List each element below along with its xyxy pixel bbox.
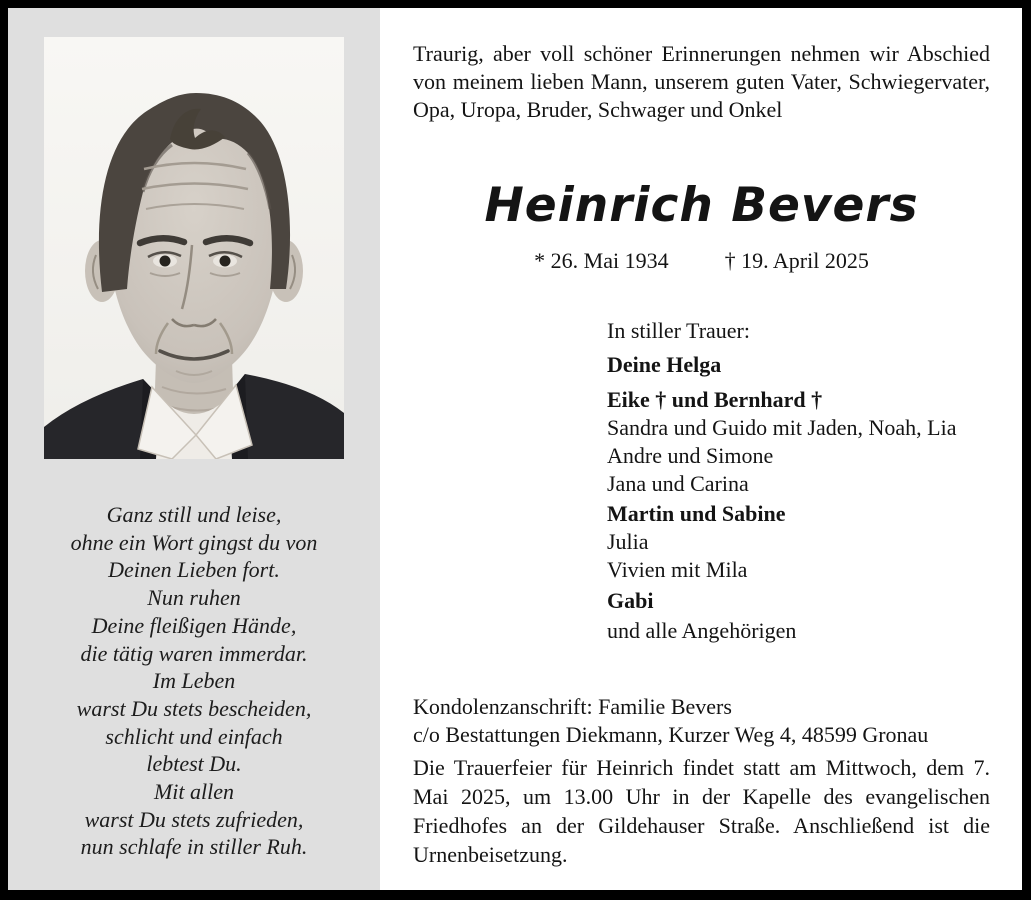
poem-line: Im Leben (152, 668, 236, 694)
funeral-info: Die Trauerfeier für Heinrich findet statt am Mittwoch, dem 7. Mai 2025, um 13.00 Uhr in der Kapelle des evangelischen Friedhofes an der Gildehauser Straße. Anschließend ist die Urnenbeisetzung. (413, 755, 990, 867)
life-dates (413, 247, 990, 275)
mourner-entry: Gabi (607, 588, 654, 613)
poem-line: lebtest Du. (146, 751, 242, 777)
poem-line: Nun ruhen (147, 585, 241, 611)
condolence-line: Kondolenzanschrift: Familie Bevers (413, 694, 732, 719)
poem-line: die tätig waren immerdar. (80, 640, 308, 666)
mourner-entry: und alle Angehörigen (607, 618, 797, 643)
mourner-entry: Andre und Simone (607, 443, 774, 468)
mourner-entry: Julia (607, 529, 649, 554)
death-date: † 19. April 2025 (724, 248, 869, 273)
poem-line: Deinen Lieben fort. (108, 557, 280, 583)
poem-line: warst Du stets zufrieden, (84, 806, 304, 832)
memorial-panel (8, 8, 380, 890)
mourner-entry: Sandra und Guido mit Jaden, Noah, Lia (607, 415, 957, 440)
condolence-address (413, 693, 990, 749)
poem-line: Deine fleißigen Hände, (91, 612, 297, 638)
poem-line: ohne ein Wort gingst du von (70, 529, 318, 555)
mourner-entry: Martin und Sabine (607, 501, 786, 526)
mourner-entry: Eike † und Bernhard † (607, 387, 823, 412)
poem-line: Mit allen (153, 779, 235, 805)
poem-line: nun schlafe in stiller Ruh. (80, 834, 308, 860)
mourner-entry: Jana und Carina (607, 471, 749, 496)
mourning-list (607, 317, 990, 645)
birth-date: * 26. Mai 1934 (534, 248, 669, 273)
poem-line: schlicht und einfach (105, 723, 283, 749)
poem-line: warst Du stets bescheiden, (76, 695, 312, 721)
mourner-entry: Deine Helga (607, 352, 722, 377)
memorial-poem (8, 501, 380, 861)
poem-line: Ganz still und leise, (106, 502, 282, 527)
mourner-entry: Vivien mit Mila (607, 557, 748, 582)
portrait-photo-illustration (44, 37, 344, 459)
announcement-intro: Traurig, aber voll schöner Erinnerungen nehmen wir Abschied von meinem lieben Mann, unserem guten Vater, Schwiegervater, Opa, Uropa, Bruder, Schwager und Onkel (413, 41, 990, 122)
announcement-panel (380, 8, 1022, 890)
portrait-photo (44, 37, 344, 459)
mourning-heading: In stiller Trauer: (607, 318, 750, 343)
condolence-line: c/o Bestattungen Diekmann, Kurzer Weg 4, 48599 Gronau (413, 722, 929, 747)
deceased-name: Heinrich Bevers (484, 178, 919, 233)
